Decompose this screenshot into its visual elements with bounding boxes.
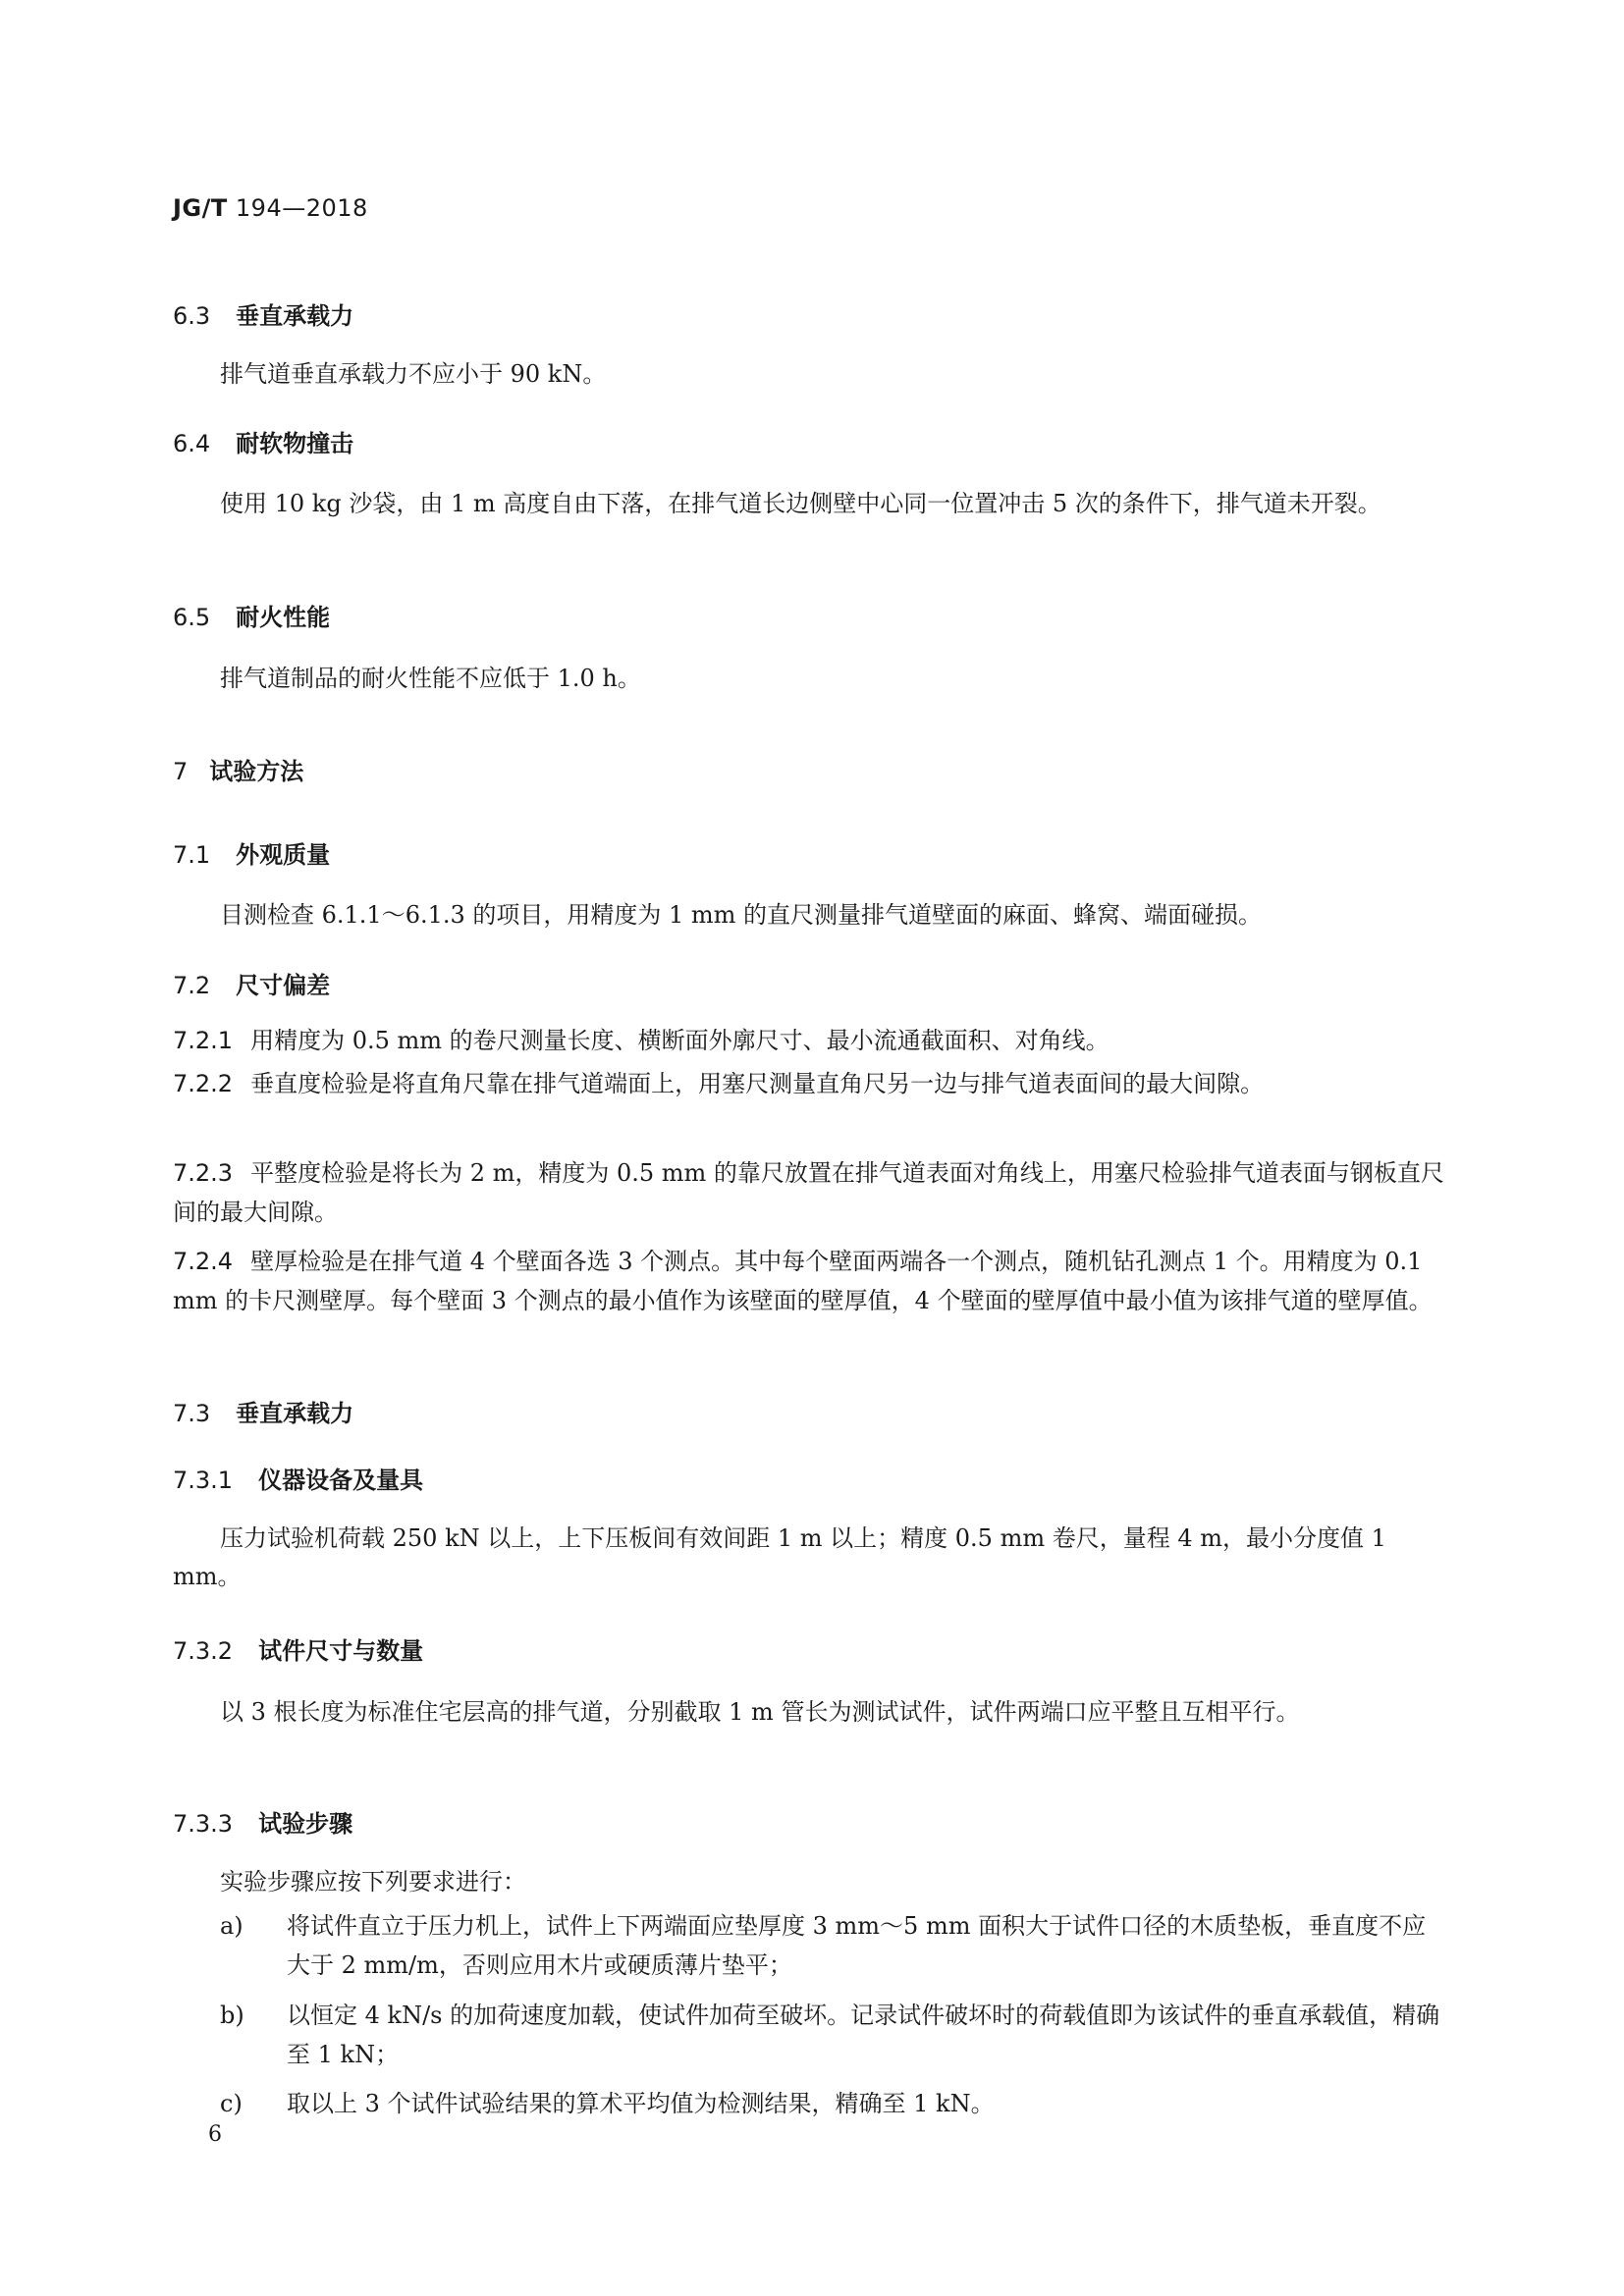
heading-title: 耐软物撞击 — [236, 430, 354, 457]
standard-header — [173, 194, 368, 222]
clause-number: 7.2.1 — [173, 1027, 234, 1054]
heading-number: 6.5 — [173, 604, 211, 631]
list-item-letter: a) — [220, 1912, 244, 1940]
list-item-letter: c) — [220, 2090, 243, 2117]
heading-7-2 — [173, 966, 330, 1000]
heading-number: 7.2 — [173, 972, 211, 999]
list-item-b — [220, 1996, 1449, 2074]
paragraph-7-3-2: 以 3 根长度为标准住宅层高的排气道，分别截取 1 m 管长为测试试件，试件两端口应平整且互相平行。 — [220, 1698, 1300, 1726]
heading-7 — [173, 752, 303, 786]
heading-number: 7.3 — [173, 1400, 211, 1427]
heading-7-3-3 — [173, 1804, 352, 1839]
heading-7-3 — [173, 1394, 353, 1428]
paragraph-7-3-1: 压力试验机荷载 250 kN 以上，上下压板间有效间距 1 m 以上；精度 0.5 mm 卷尺，量程 4 m，最小分度值 1 mm。 — [173, 1524, 1386, 1590]
heading-7-3-1 — [173, 1461, 423, 1495]
paragraph-6-4: 使用 10 kg 沙袋，由 1 m 高度自由下落，在排气道长边侧壁中心同一位置冲击 5 次的条件下，排气道未开裂。 — [220, 490, 1381, 517]
clause-7-2-3 — [173, 1153, 1449, 1232]
heading-number: 7.1 — [173, 841, 211, 869]
standard-code: JG/T — [173, 194, 228, 222]
clause-7-2-2 — [173, 1064, 1449, 1103]
heading-title: 试验方法 — [209, 758, 304, 785]
list-item-text: 将试件直立于压力机上，试件上下两端面应垫厚度 3 mm～5 mm 面积大于试件口径的木质垫板，垂直度不应大于 2 mm/m，否则应用木片或硬质薄片垫平； — [287, 1912, 1427, 1979]
standard-number: 194—2018 — [235, 194, 368, 222]
heading-title: 试验步骤 — [258, 1810, 353, 1838]
heading-number: 7.3.2 — [173, 1637, 234, 1665]
heading-title: 垂直承载力 — [236, 1400, 354, 1427]
heading-title: 仪器设备及量具 — [258, 1467, 424, 1494]
clause-7-2-1 — [173, 1021, 1449, 1060]
clause-text: 壁厚检验是在排气道 4 个壁面各选 3 个测点。其中每个壁面两端各一个测点，随机钻孔测点 1 个。用精度为 0.1 mm 的卡尺测壁厚。每个壁面 3 个测点的最小值作为该壁面的壁厚值，4 个壁面的壁厚值中最小值为该排气道的壁厚值。 — [173, 1248, 1433, 1314]
heading-number: 7 — [173, 758, 189, 785]
heading-6-4 — [173, 424, 353, 458]
list-item-text: 取以上 3 个试件试验结果的算术平均值为检测结果，精确至 1 kN。 — [287, 2090, 995, 2117]
paragraph-7-3-3-intro: 实验步骤应按下列要求进行： — [220, 1868, 526, 1896]
heading-title: 垂直承载力 — [236, 302, 354, 330]
heading-number: 6.4 — [173, 430, 211, 457]
heading-title: 尺寸偏差 — [236, 972, 331, 999]
clause-text: 平整度检验是将长为 2 m，精度为 0.5 mm 的靠尺放置在排气道表面对角线上，用塞尺检验排气道表面与钢板直尺间的最大间隙。 — [173, 1159, 1444, 1226]
heading-7-1 — [173, 835, 330, 870]
heading-7-3-2 — [173, 1631, 423, 1666]
heading-6-5 — [173, 598, 330, 632]
clause-text: 垂直度检验是将直角尺靠在排气道端面上，用塞尺测量直角尺另一边与排气道表面间的最大间隙。 — [250, 1070, 1265, 1097]
heading-title: 试件尺寸与数量 — [258, 1637, 424, 1665]
heading-title: 外观质量 — [236, 841, 331, 869]
paragraph-7-1: 目测检查 6.1.1～6.1.3 的项目，用精度为 1 mm 的直尺测量排气道壁面的麻面、蜂窝、端面碰损。 — [220, 901, 1263, 929]
paragraph-6-3: 排气道垂直承载力不应小于 90 kN。 — [220, 360, 607, 388]
heading-number: 7.3.3 — [173, 1810, 234, 1838]
clause-7-2-4 — [173, 1242, 1449, 1320]
heading-title: 耐火性能 — [236, 604, 331, 631]
heading-6-3 — [173, 296, 353, 331]
clause-number: 7.2.2 — [173, 1070, 234, 1097]
clause-number: 7.2.3 — [173, 1159, 234, 1187]
page-number: 6 — [208, 2122, 222, 2147]
list-item-text: 以恒定 4 kN/s 的加荷速度加载，使试件加荷至破坏。记录试件破坏时的荷载值即为该试件的垂直承载值，精确至 1 kN； — [287, 2002, 1440, 2068]
clause-number: 7.2.4 — [173, 1248, 234, 1275]
paragraph-6-5: 排气道制品的耐火性能不应低于 1.0 h。 — [220, 665, 641, 692]
list-item-c — [220, 2084, 1449, 2123]
list-item-letter: b) — [220, 2002, 244, 2029]
list-item-a — [220, 1906, 1449, 1985]
heading-number: 7.3.1 — [173, 1467, 234, 1494]
clause-text: 用精度为 0.5 mm 的卷尺测量长度、横断面外廓尺寸、最小流通截面积、对角线。 — [250, 1027, 1110, 1054]
heading-number: 6.3 — [173, 302, 211, 330]
